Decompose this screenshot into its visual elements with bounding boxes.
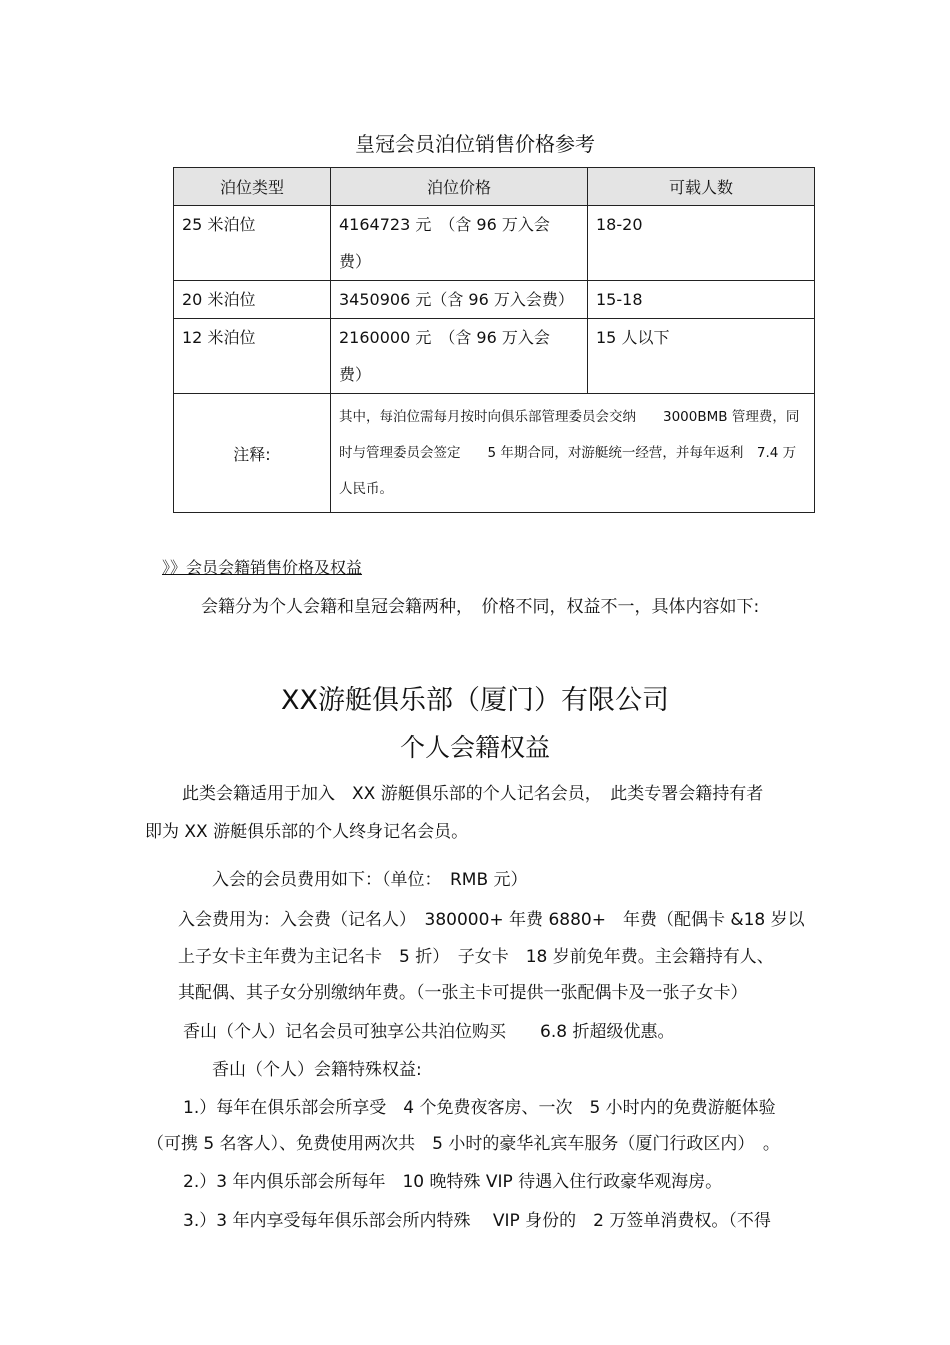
benefit-3: 3.）3 年内享受每年俱乐部会所内特殊 VIP 身份的 2 万签单消费权。（不得 [183,1211,771,1231]
intro-text: 会籍分为个人会籍和皇冠会籍两种， 价格不同，权益不一，具体内容如下: [201,597,760,617]
table-row [174,281,815,319]
berth-price-table [173,167,815,513]
berth-capacity: 18-20 [596,215,643,234]
table-row [174,319,815,394]
para1-line2: 即为 XX 游艇俱乐部的个人终身记名会员。 [145,822,469,842]
berth-price: 2160000 元 （含 96 万入会 [339,328,550,347]
discount-line: 香山（个人）记名会员可独享公共泊位购买 6.8 折超级优惠。 [183,1022,675,1042]
fee-line3: 其配偶、其子女分别缴纳年费。（一张主卡可提供一张配偶卡及一张子女卡） [178,983,748,1003]
fee-line1: 入会费用为：入会费（记名人） 380000+ 年费 6880+ 年费（配偶卡 &18 岁以 [178,910,805,930]
header-berth-price: 泊位价格 [331,168,588,206]
berth-price-cont: 费） [339,252,372,271]
fee-intro: 入会的会员费用如下：（单位： RMB 元） [212,870,528,890]
section-heading: 》》会员会籍销售价格及权益 [162,558,363,577]
special-heading: 香山（个人）会籍特殊权益: [212,1060,422,1080]
fee-line2: 上子女卡主年费为主记名卡 5 折） 子女卡 18 岁前免年费。主会籍持有人、 [178,947,774,967]
berth-type: 12 米泊位 [182,328,256,347]
berth-price: 4164723 元 （含 96 万入会 [339,215,550,234]
berth-type: 20 米泊位 [182,290,256,309]
table-title: 皇冠会员泊位销售价格参考 [355,132,595,156]
benefit-2: 2.）3 年内俱乐部会所每年 10 晚特殊 VIP 待遇入住行政豪华观海房。 [183,1172,723,1192]
note-text: 其中，每泊位需每月按时向俱乐部管理委员会交纳 3000BMB 管理费，同时与管理委员会签定 5 年期合同，对游艇统一经营，并每年返利 7.4 万人民币。 [331,394,815,513]
table-header-row [174,168,815,206]
benefit-1-line1: 1.）每年在俱乐部会所享受 4 个免费夜客房、一次 5 小时内的免费游艇体验 [183,1098,776,1118]
para1-line1: 此类会籍适用于加入 XX 游艇俱乐部的个人记名会员， 此类专署会籍持有者 [182,784,764,804]
table-row [174,206,815,281]
page-subtitle: 个人会籍权益 [399,733,550,762]
berth-price-cont: 费） [339,365,372,384]
berth-price: 3450906 元（含 96 万入会费） [339,290,574,309]
berth-type: 25 米泊位 [182,215,256,234]
company-title: XX游艇俱乐部（厦门）有限公司 [281,685,669,716]
benefit-1-line2: （可携 5 名客人）、免费使用两次共 5 小时的豪华礼宾车服务（厦门行政区内） 。 [147,1134,780,1154]
table-note-row [174,394,815,513]
header-berth-type: 泊位类型 [174,168,331,206]
berth-capacity: 15 人以下 [596,328,670,347]
note-label: 注释: [174,394,331,513]
header-capacity: 可载人数 [588,168,815,206]
berth-capacity: 15-18 [596,290,643,309]
